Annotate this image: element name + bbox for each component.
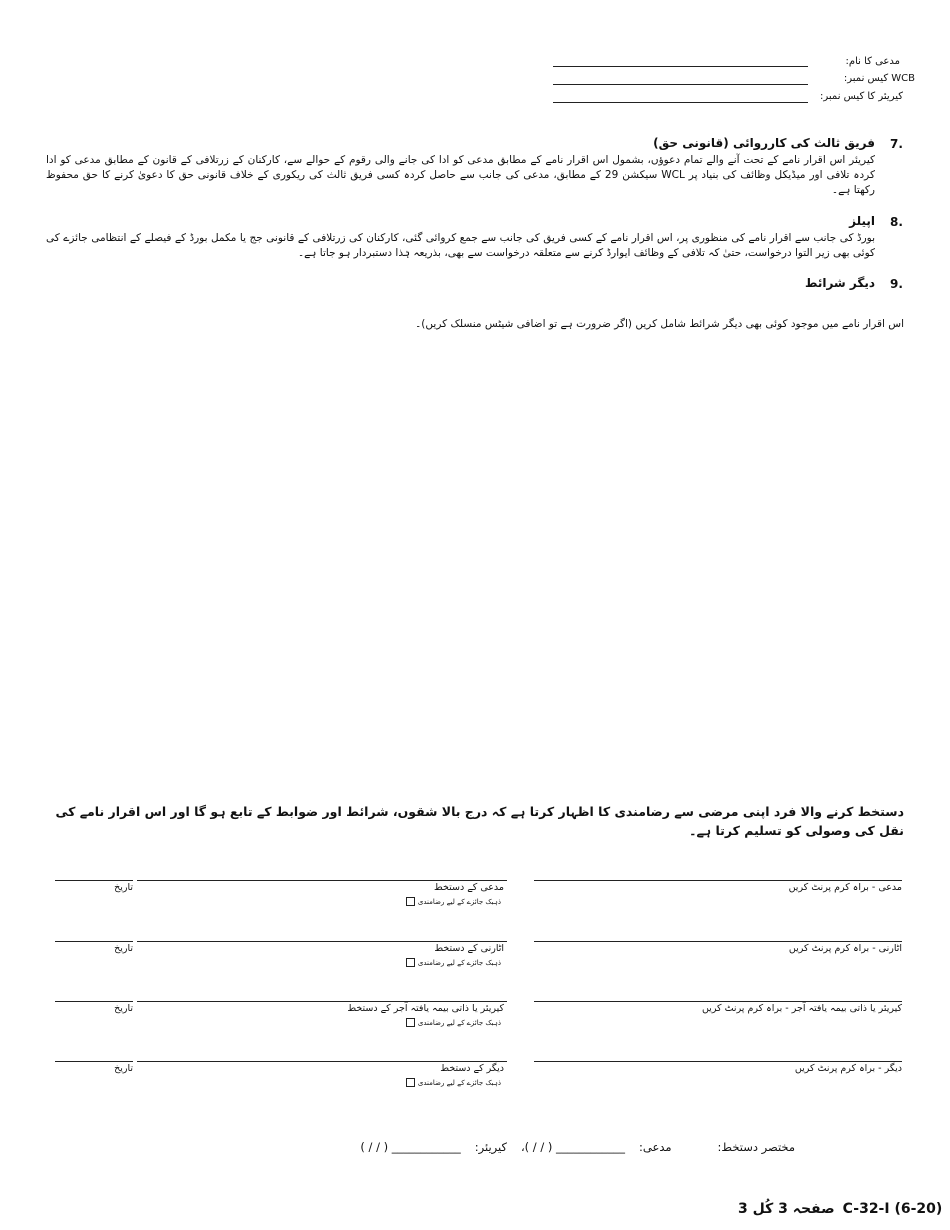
attorney-signature-line[interactable]	[137, 941, 507, 942]
section-9-title: دیگر شرائط	[804, 276, 875, 290]
other-signature-label: دیگر کے دستخط	[440, 1063, 504, 1074]
claimant-date-label: تاریخ	[114, 882, 133, 893]
section-7-number: 7.	[890, 137, 903, 151]
attorney-print-line[interactable]	[534, 941, 902, 942]
other-print-label: دیگر - براہ کرم پرنٹ کریں	[794, 1063, 902, 1074]
other-signature-line[interactable]	[137, 1061, 507, 1062]
claimant-consent-checkbox[interactable]	[406, 897, 501, 906]
attorney-consent-checkbox[interactable]	[406, 958, 501, 967]
checkbox-icon[interactable]	[406, 1078, 415, 1087]
carrier-signature-line[interactable]	[137, 1001, 507, 1002]
claimant-name-label: مدعی کا نام:	[845, 56, 900, 67]
section-8-body: بورڈ کی جانب سے اقرار نامے کی منظوری پر، اس اقرار نامے کے کسی فریق کی جانب سے جمع کروائی گئی، کارکنان کی زرتلافی کے قانونی جج یا مکمل بورڈ کے فیصلے کے انتظامی جائزے کی کوئی بھی زیر التوا درخواست، حتیٰ کہ تلافی کے وظائف ایوارڈ کرنے سے متعلقہ درخواست سے بھی، بذریعہ ہٰذا دستبردار ہو جاتا ہے۔	[46, 232, 875, 259]
claimant-date-line[interactable]	[55, 880, 133, 881]
initials-claimant-field[interactable]: ____________ ( / / )،	[520, 1140, 625, 1154]
carrier-date-label: تاریخ	[114, 1003, 133, 1014]
wcb-case-number-field[interactable]	[553, 84, 808, 85]
claimant-print-label: مدعی - براہ کرم پرنٹ کریں	[788, 882, 902, 893]
section-7-title: فریق ثالث کی کارروائی (قانونی حق)	[653, 136, 875, 150]
initials-row	[150, 1140, 795, 1154]
initials-label: مختصر دستخط:	[717, 1140, 795, 1154]
other-print-line[interactable]	[534, 1061, 902, 1062]
acknowledgement-text: دستخط کرنے والا فرد اپنی مرضی سے رضامندی کا اظہار کرتا ہے کہ درج بالا شقوں، شرائط اور ضوابط کے تابع ہو گا اور اس اقرار نامے کی نقل کی وصولی کو تسلیم کرتا ہے۔	[55, 804, 904, 838]
claimant-signature-line[interactable]	[137, 880, 507, 881]
carrier-consent-label: ذہبک جائزے کے لیے رضامندی	[417, 1018, 501, 1027]
attorney-print-label: اٹارنی - براہ کرم پرنٹ کریں	[788, 943, 902, 954]
carrier-case-number-field[interactable]	[553, 102, 808, 103]
form-id: C-32-I (6-20)	[842, 1201, 943, 1217]
initials-carrier-label: کیریئر:	[474, 1140, 507, 1154]
section-8-number: 8.	[890, 215, 903, 229]
carrier-date-line[interactable]	[55, 1001, 133, 1002]
page-footer	[738, 1201, 942, 1217]
checkbox-icon[interactable]	[406, 1018, 415, 1027]
attorney-date-line[interactable]	[55, 941, 133, 942]
initials-claimant-label: مدعی:	[639, 1140, 672, 1154]
wcb-case-number-label: WCB کیس نمبر:	[843, 73, 915, 84]
other-date-line[interactable]	[55, 1061, 133, 1062]
other-consent-checkbox[interactable]	[406, 1078, 501, 1087]
attorney-signature-label: اٹارنی کے دستخط	[434, 943, 504, 954]
section-8-title: اپیلز	[849, 214, 875, 228]
carrier-print-label: کیریئر یا ذاتی بیمہ یافتہ آجر - براہ کرم پرنٹ کریں	[701, 1003, 902, 1014]
carrier-print-line[interactable]	[534, 1001, 902, 1002]
other-date-label: تاریخ	[114, 1063, 133, 1074]
carrier-case-number-label: کیریئر کا کیس نمبر:	[820, 91, 903, 102]
other-consent-label: ذہبک جائزے کے لیے رضامندی	[417, 1078, 501, 1087]
other-terms-area[interactable]	[46, 340, 906, 780]
checkbox-icon[interactable]	[406, 958, 415, 967]
initials-carrier-field[interactable]: ____________ ( / / )	[360, 1140, 461, 1154]
section-7-body: کیریئر اس اقرار نامے کے تحت آنے والے تمام دعوؤں، بشمول اس اقرار نامے کے مطابق مدعی کو ادا کی جانے والی رقوم کے حوالے سے، کارکنان کے زرتلافی کے قانون کے مطابق مدعی کو ادا کردہ تلافی اور میڈیکل وظائف کی بنیاد پر WCL سیکشن 29 کے مطابق، مدعی کی جانب سے حاصل کردہ کسی فریق ثالث کی ریکوری کے خلاف قانونی حق کا دعویٰ کرنے کا حق محفوظ رکھتا ہے۔	[46, 154, 875, 196]
carrier-signature-label: کیریئر یا ذاتی بیمہ یافتہ آجر کے دستخط	[347, 1003, 504, 1014]
attorney-consent-label: ذہبک جائزے کے لیے رضامندی	[417, 958, 501, 967]
page-info: صفحہ 3 کُل 3	[738, 1201, 835, 1217]
section-9-number: 9.	[890, 277, 903, 291]
checkbox-icon[interactable]	[406, 897, 415, 906]
attorney-date-label: تاریخ	[114, 943, 133, 954]
claimant-name-field[interactable]	[553, 66, 808, 67]
carrier-consent-checkbox[interactable]	[406, 1018, 501, 1027]
claimant-signature-label: مدعی کے دستخط	[434, 882, 504, 893]
claimant-print-line[interactable]	[534, 880, 902, 881]
other-terms-instruction: اس اقرار نامے میں موجود کوئی بھی دیگر شرائط شامل کریں (اگر ضرورت ہے تو اضافی شیٹس منسلک کریں)۔	[415, 318, 904, 330]
claimant-consent-label: ذہبک جائزے کے لیے رضامندی	[417, 897, 501, 906]
